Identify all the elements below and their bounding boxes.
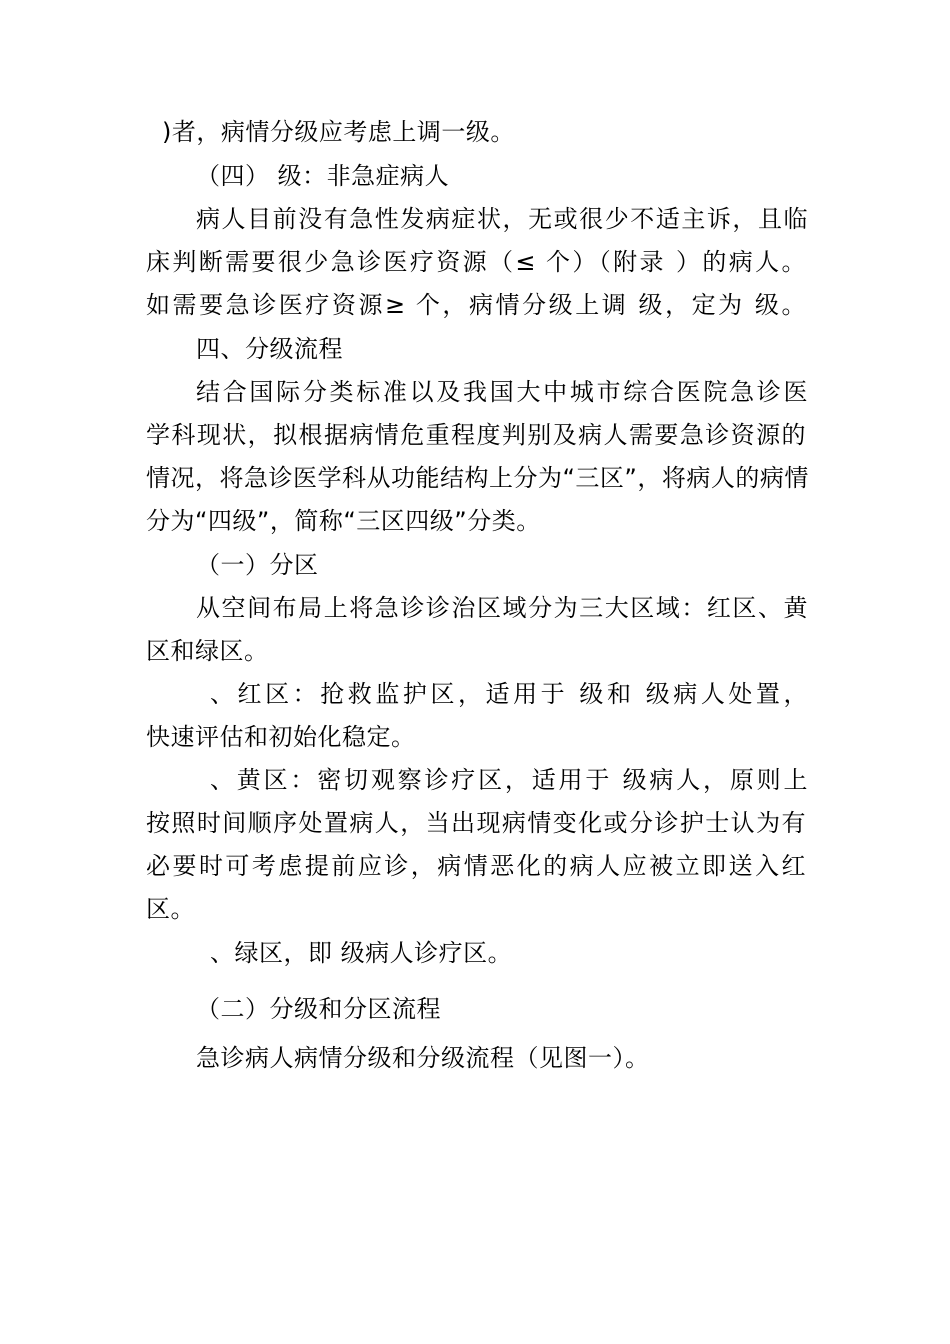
text-line-5: 如需要急诊医疗资源≥ 个，病情分级上调 级，定为 级。 [146, 291, 806, 319]
text-line-red-zone: 、红区：抢救监护区，适用于 级和 级病人处置， [210, 680, 808, 708]
text-line-18: 必要时可考虑提前应诊，病情恶化的病人应被立即送入红 [146, 852, 806, 880]
text-line-17: 按照时间顺序处置病人，当出现病情变化或分诊护士认为有 [146, 809, 806, 837]
subsection-heading-zones: （一）分区 [196, 551, 319, 579]
text-line-green-zone: 、绿区，即 级病人诊疗区。 [210, 939, 513, 967]
text-line-4: 床判断需要很少急诊医疗资源（≤ 个）（附录 ）的病人。 [146, 248, 806, 276]
text-line-9: 情况，将急诊医学科从功能结构上分为“三区”，将病人的病情 [146, 464, 809, 492]
text-line-13: 区和绿区。 [146, 637, 269, 665]
text-line-10: 分为“四级”，简称“三区四级”分类。 [146, 507, 541, 535]
section-heading-triage-process: 四、分级流程 [196, 335, 343, 363]
section-heading-level-4: （四） 级：非急症病人 [196, 162, 450, 190]
text-line-19: 区。 [146, 895, 195, 923]
text-line-yellow-zone: 、黄区：密切观察诊疗区，适用于 级病人，原则上 [210, 766, 808, 794]
text-line-3: 病人目前没有急性发病症状，无或很少不适主诉，且临 [196, 205, 808, 233]
text-line-12: 从空间布局上将急诊诊治区域分为三大区域：红区、黄 [196, 594, 808, 622]
text-line-22: 急诊病人病情分级和分级流程（见图一）。 [196, 1044, 650, 1072]
text-line-7: 结合国际分类标准以及我国大中城市综合医院急诊医 [196, 378, 808, 406]
subsection-heading-grading-flow: （二）分级和分区流程 [196, 995, 441, 1023]
text-line-15: 快速评估和初始化稳定。 [146, 723, 416, 751]
text-line-1: )者，病情分级应考虑上调一级。 [162, 118, 515, 146]
text-line-8: 学科现状，拟根据病情危重程度判别及病人需要急诊资源的 [146, 421, 806, 449]
